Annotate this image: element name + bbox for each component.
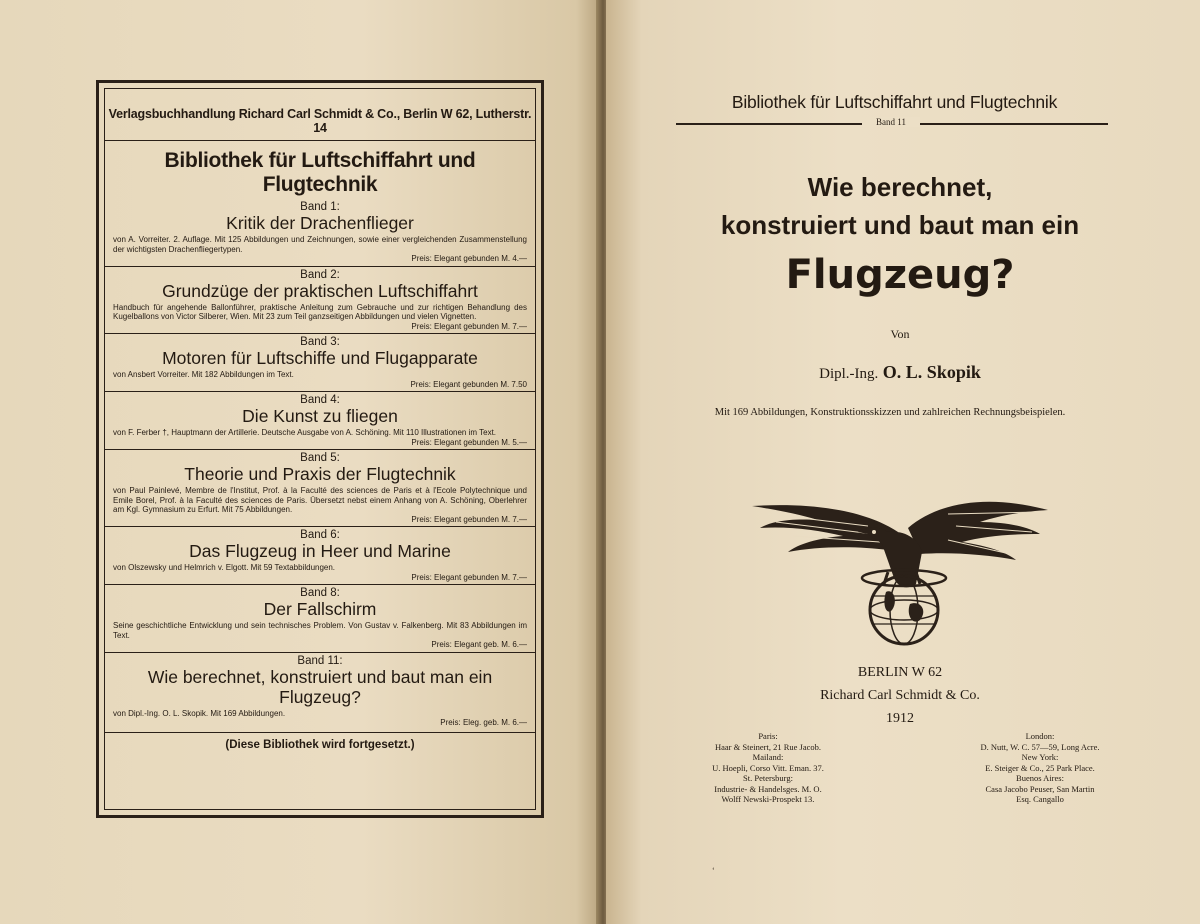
advertisement-box [96, 80, 544, 818]
band-entry [105, 526, 535, 582]
band-entry [105, 584, 535, 650]
agent-line: Esq. Cangallo [1016, 794, 1064, 804]
band-number: Band 11: [297, 654, 343, 667]
title-line-1: Wie berechnet, [807, 172, 993, 202]
band-title: Kritik der Drachenflieger [226, 213, 414, 233]
band-entry [105, 266, 535, 332]
agents-right-column [940, 731, 1140, 805]
imprint-publisher: Richard Carl Schmidt & Co. [820, 688, 980, 703]
agent-line: Mailand: [752, 752, 784, 762]
band-description: Seine geschichtliche Entwicklung und sein technisches Problem. Von Gustav v. Falkenberg. Mit 83 Abbildungen im Text. [113, 621, 527, 640]
band-title: Der Fallschirm [263, 599, 377, 619]
agents-left-column [668, 731, 868, 805]
band-description: von F. Ferber †, Hauptmann der Artillerie. Deutsche Ausgabe von A. Schöning. Mit 110 Illustrationen im Text. [113, 428, 497, 437]
band-description: Handbuch für angehende Ballonführer, praktische Anleitung zum Gebrauche und zur richtigen Behandlung des Kugelballons von Victor Silberer, Wien. Mit 23 zum Teil ganzseitigen Abbildungen und vielen Vignetten. [113, 302, 527, 321]
imprint-year: 1912 [886, 711, 914, 726]
band-title: Wie berechnet, konstruiert und baut man ein Flugzeug? [147, 666, 493, 707]
author-name: O. L. Skopik [882, 362, 981, 382]
footnote-mark: ‘ [712, 866, 715, 875]
band-entry [105, 652, 535, 728]
agent-line: Wolff Newski-Prospekt 13. [721, 794, 815, 804]
band-label: Band 11 [862, 117, 920, 127]
band-description: von Ansbert Vorreiter. Mit 182 Abbildungen im Text. [113, 370, 294, 379]
agent-line: St. Petersburg: [743, 773, 793, 783]
publisher-line: Verlagsbuchhandlung Richard Carl Schmidt & Co., Berlin W 62, Lutherstr. 14 [105, 89, 535, 141]
band-title: Grundzüge der praktischen Luftschiffahrt [162, 280, 478, 301]
agent-line: E. Steiger & Co., 25 Park Place. [985, 762, 1095, 773]
agent-line: Buenos Aires: [1016, 773, 1064, 783]
band-title: Theorie und Praxis der Flugtechnik [184, 464, 456, 484]
agent-line: D. Nutt, W. C. 57—59, Long Acre. [980, 741, 1100, 752]
agent-line: Casa Jacobo Peuser, San Martin [985, 783, 1095, 794]
band-title: Das Flugzeug in Heer und Marine [189, 541, 451, 561]
illustration-note: Mit 169 Abbildungen, Konstruktionsskizzen und zahlreichen Rechnungsbeispielen. [714, 407, 1066, 418]
agent-line: New York: [1021, 752, 1059, 762]
series-title: Bibliothek für Luftschiffahrt und Flugtechnik [164, 149, 476, 196]
band-price: Preis: Elegant gebunden M. 7.— [411, 514, 527, 524]
band-entry [105, 199, 535, 264]
band-price: Preis: Elegant gebunden M. 5.— [411, 437, 527, 447]
series-header: Bibliothek für Luftschiffahrt und Flugtechnik [731, 92, 1058, 112]
imprint-city: BERLIN W 62 [857, 665, 943, 680]
author-line [640, 362, 1160, 383]
band-number: Band 3: [300, 336, 340, 348]
band-number: Band 6: [300, 529, 340, 541]
band-price: Preis: Elegant gebunden M. 4.— [411, 254, 527, 263]
band-entry [105, 333, 535, 389]
band-number: Band 2: [300, 268, 340, 281]
band-price: Preis: Elegant gebunden M. 7.50 [410, 379, 527, 389]
band-description: von A. Vorreiter. 2. Auflage. Mit 125 Abbildungen und Zeichnungen, sowie einer vergleichenden Zusammenstellung der wichtigsten Drachenfliegertypen. [113, 235, 527, 254]
title-line-3: Flugzeug? [785, 252, 1015, 298]
band-entry [105, 391, 535, 447]
agent-line: Industrie- & Handelsges. M. O. [714, 783, 822, 794]
band-number: Band 5: [300, 452, 340, 464]
band-description: von Olszewsky und Helmrich v. Elgott. Mit 59 Textabbildungen. [113, 563, 336, 572]
band-title: Motoren für Luftschiffe und Flugapparate [162, 348, 478, 368]
agent-line: London: [1025, 731, 1055, 741]
band-price: Preis: Elegant geb. M. 6.— [431, 640, 527, 649]
eagle-globe-emblem-icon [748, 492, 1054, 648]
agent-line: Paris: [758, 731, 778, 741]
series-continuation-note: (Diese Bibliothek wird fortgesetzt.) [105, 732, 535, 751]
by-label: Von [890, 327, 910, 341]
band-price: Preis: Eleg. geb. M. 6.— [440, 718, 527, 727]
author-prefix: Dipl.-Ing. [819, 366, 879, 382]
band-price: Preis: Elegant gebunden M. 7.— [411, 572, 527, 582]
band-number: Band 4: [300, 394, 340, 406]
band-title: Die Kunst zu fliegen [242, 406, 398, 426]
band-entry [105, 449, 535, 524]
band-number: Band 1: [300, 201, 340, 213]
band-number: Band 8: [300, 587, 340, 599]
band-price: Preis: Elegant gebunden M. 7.— [411, 321, 527, 331]
agent-line: U. Hoepli, Corso Vitt. Eman. 37. [712, 762, 824, 773]
advertisement-inner-frame [104, 88, 536, 810]
title-line-2: konstruiert und baut man ein [720, 210, 1080, 240]
band-description: von Dipl.-Ing. O. L. Skopik. Mit 169 Abbildungen. [113, 708, 286, 718]
band-description: von Paul Painlevé, Membre de l'Institut, Prof. à la Faculté des sciences de Paris et à l'Ecole Polytechnique und Emile Borel, Prof. à la Faculté des sciences de Paris. Übersetzt nebst einem Anhang von A. Schöning, Oberlehrer am Kgl. Gymnasium zu Erfurt. Mit 75 Abbildungen. [113, 486, 527, 514]
agent-line: Haar & Steinert, 21 Rue Jacob. [715, 741, 821, 752]
